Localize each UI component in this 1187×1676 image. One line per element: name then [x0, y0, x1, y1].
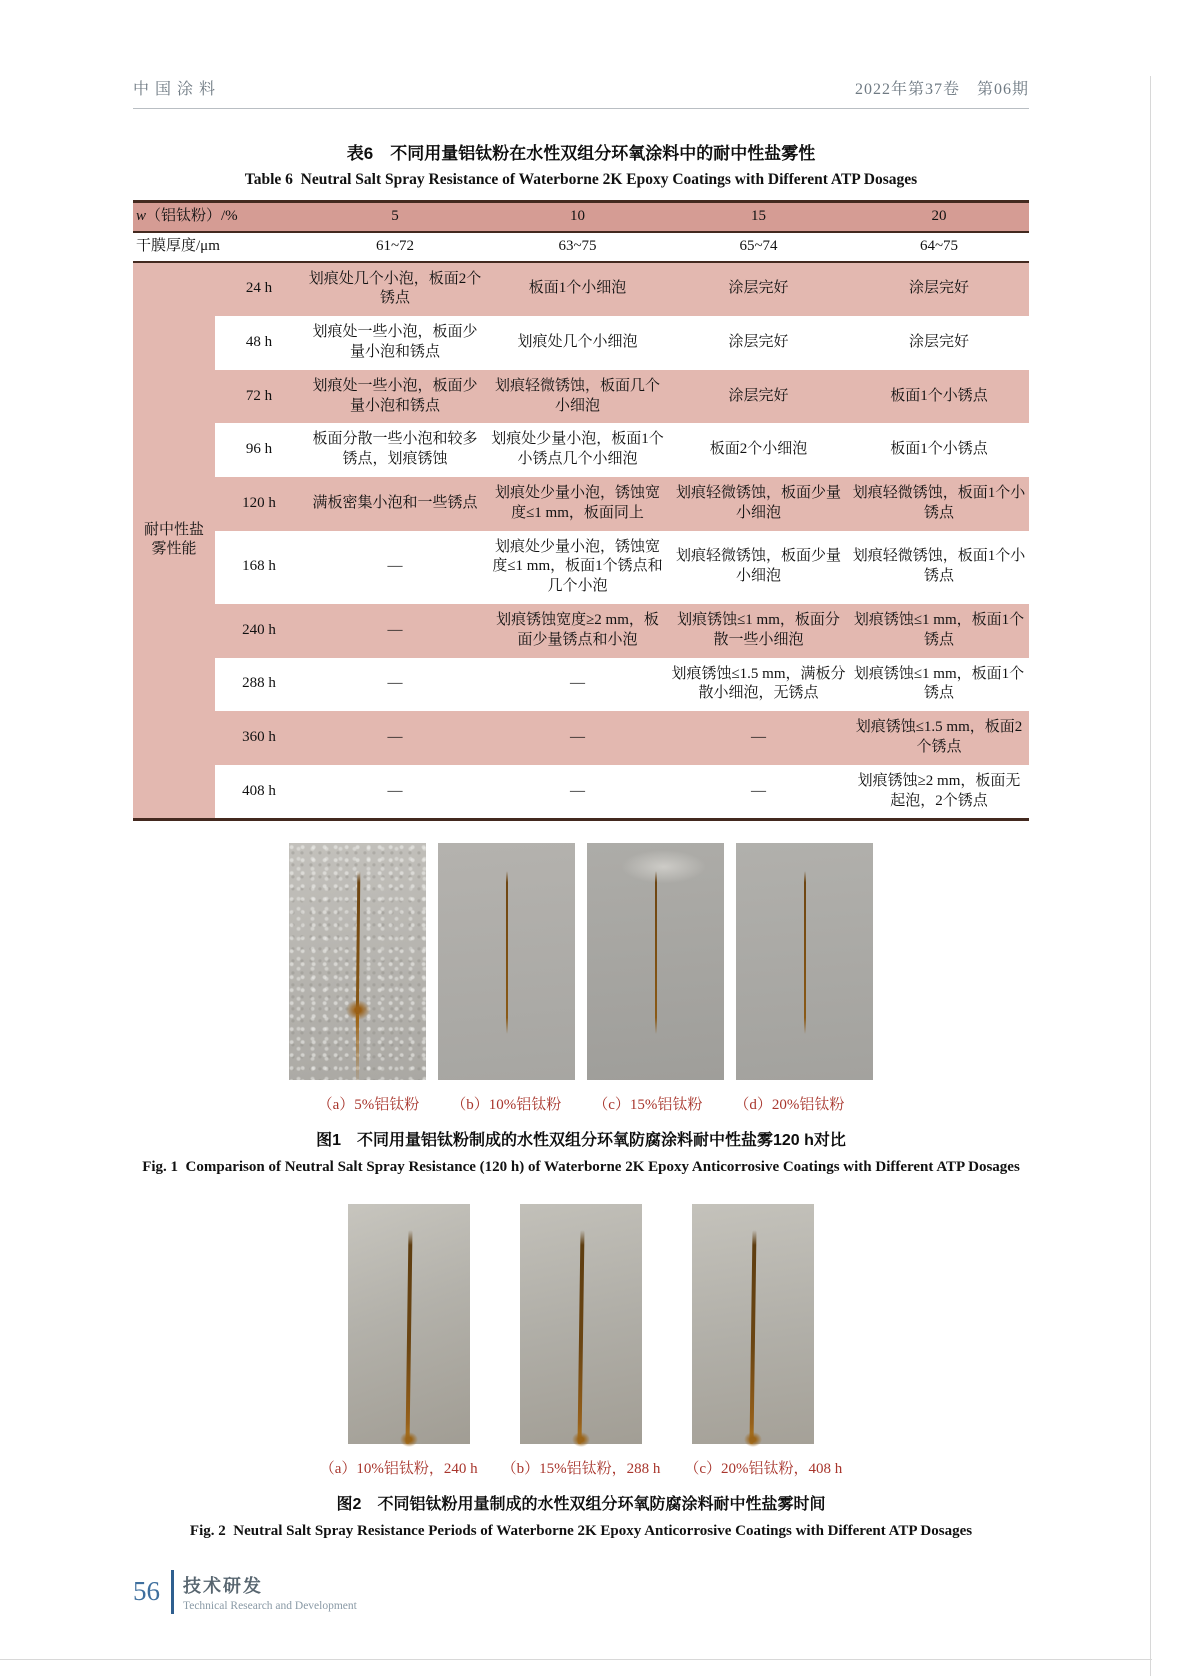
rust-scratch — [406, 1230, 413, 1444]
time-cell: 240 h — [215, 604, 303, 658]
table-row-120h — [133, 477, 1029, 531]
result-cell: — — [487, 765, 668, 820]
dosage-value: 20 — [849, 202, 1029, 232]
result-cell: 涂层完好 — [668, 262, 849, 317]
footer-section-en: Technical Research and Development — [183, 1599, 357, 1612]
fig2-caption-en: Fig. 2 Neutral Salt Spray Resistance Periods of Waterborne 2K Epoxy Anticorrosive Coatings with Different ATP Dosages — [189, 1522, 973, 1539]
thickness-label: 干膜厚度/μm — [133, 232, 303, 262]
rust-scratch — [804, 871, 806, 1034]
result-cell: 划痕处几个小泡，板面2个锈点 — [303, 262, 487, 317]
page-number: 56 — [133, 1576, 160, 1607]
result-cell: 划痕轻微锈蚀，板面1个小锈点 — [849, 531, 1029, 604]
table-row-48h — [133, 316, 1029, 370]
table-row-360h — [133, 711, 1029, 765]
result-cell: — — [303, 531, 487, 604]
table-row-96h — [133, 423, 1029, 477]
result-cell: 涂层完好 — [849, 262, 1029, 317]
result-cell: 划痕处少量小泡，板面1个小锈点几个小细泡 — [487, 423, 668, 477]
result-cell: — — [303, 658, 487, 712]
fig2-test-panel-photo-c — [692, 1204, 814, 1444]
dosage-symbol: w — [136, 208, 147, 224]
result-cell: 涂层完好 — [668, 316, 849, 370]
time-cell: 72 h — [215, 370, 303, 424]
rust-blob — [572, 1432, 590, 1447]
thickness-value: 65~74 — [668, 232, 849, 262]
result-cell: 板面分散一些小泡和较多锈点，划痕锈蚀 — [303, 423, 487, 477]
result-cell: 划痕轻微锈蚀，板面1个小锈点 — [849, 477, 1029, 531]
panel-caption: （b）15%铝钛粉，288 h — [501, 1460, 661, 1477]
time-cell: 24 h — [215, 262, 303, 317]
running-head — [133, 76, 1029, 109]
result-cell: 划痕轻微锈蚀，板面少量小细泡 — [668, 531, 849, 604]
result-cell: 划痕锈蚀≤1.5 mm，板面2个锈点 — [849, 711, 1029, 765]
fig2-test-panel-photo-b — [520, 1204, 642, 1444]
result-cell: 划痕处少量小泡，锈蚀宽度≤1 mm，板面1个锈点和几个小泡 — [487, 531, 668, 604]
result-cell: 涂层完好 — [849, 316, 1029, 370]
dosage-value: 10 — [487, 202, 668, 232]
fig1-test-panel-photo-b — [438, 843, 575, 1080]
rust-drip — [356, 1014, 359, 1080]
result-cell: 划痕处几个小细泡 — [487, 316, 668, 370]
result-cell: 划痕处一些小泡，板面少量小泡和锈点 — [303, 370, 487, 424]
fig2-caption-zh: 图2 不同铝钛粉用量制成的水性双组分环氧防腐涂料耐中性盐雾时间 — [336, 1495, 826, 1513]
panel-caption: （c）20%铝钛粉，408 h — [684, 1460, 843, 1477]
fig1-caption-zh: 图1 不同用量铝钛粉制成的水性双组分环氧防腐涂料耐中性盐雾120 h对比 — [316, 1132, 846, 1150]
time-cell: 120 h — [215, 477, 303, 531]
result-cell: 划痕锈蚀≤1 mm，板面1个锈点 — [849, 658, 1029, 712]
time-cell: 48 h — [215, 316, 303, 370]
result-cell: 划痕锈蚀≤1.5 mm，满板分散小细泡，无锈点 — [668, 658, 849, 712]
thickness-value: 61~72 — [303, 232, 487, 262]
dosage-header-row — [133, 202, 1029, 232]
panel-caption: （a）10%铝钛粉，240 h — [319, 1460, 478, 1477]
result-cell: 划痕轻微锈蚀，板面少量小细泡 — [668, 477, 849, 531]
figure1-panel-captions — [133, 1093, 1029, 1114]
result-cell: 划痕锈蚀≥2 mm，板面无起泡，2个锈点 — [849, 765, 1029, 820]
result-cell: — — [487, 711, 668, 765]
panel-caption: （c）15%铝钛粉 — [593, 1097, 703, 1114]
result-cell: 涂层完好 — [668, 370, 849, 424]
fig2-test-panel-photo-a — [348, 1204, 470, 1444]
figure2-panel-captions — [133, 1457, 1029, 1478]
result-cell: 划痕锈蚀≤1 mm，板面1个锈点 — [849, 604, 1029, 658]
page-scan-edge-bottom — [0, 1659, 1152, 1660]
result-cell: 满板密集小泡和一些锈点 — [303, 477, 487, 531]
result-cell: 板面1个小细泡 — [487, 262, 668, 317]
rust-blob — [400, 1432, 418, 1447]
rust-scratch — [578, 1230, 585, 1444]
result-cell: — — [487, 658, 668, 712]
time-cell: 360 h — [215, 711, 303, 765]
result-cell: 划痕锈蚀≤1 mm，板面分散一些小细泡 — [668, 604, 849, 658]
dosage-unit: （铝钛粉）/% — [146, 208, 238, 224]
time-cell: 288 h — [215, 658, 303, 712]
panel-caption: （a）5%铝钛粉 — [317, 1097, 420, 1114]
result-cell: 板面2个小细泡 — [668, 423, 849, 477]
thickness-value: 64~75 — [849, 232, 1029, 262]
time-cell: 408 h — [215, 765, 303, 820]
result-cell: — — [668, 765, 849, 820]
footer-section-zh: 技术研发 — [183, 1575, 263, 1596]
issue-info: 2022年第37卷 第06期 — [854, 81, 1029, 98]
rust-blob — [744, 1432, 762, 1447]
dosage-label — [133, 202, 303, 232]
journal-name: 中国涂料 — [133, 81, 222, 98]
group-label-cell: 耐中性盐雾性能 — [133, 262, 215, 820]
panel-caption: （b）10%铝钛粉 — [451, 1097, 562, 1114]
thickness-value: 63~75 — [487, 232, 668, 262]
result-cell: 划痕锈蚀宽度≥2 mm，板面少量锈点和小泡 — [487, 604, 668, 658]
footer-section — [171, 1570, 357, 1614]
salt-spray-table — [133, 200, 1029, 821]
dosage-value: 5 — [303, 202, 487, 232]
rust-scratch — [655, 871, 657, 1034]
page-footer — [133, 1570, 1029, 1614]
time-cell: 96 h — [215, 423, 303, 477]
fig1-caption-en: Fig. 1 Comparison of Neutral Salt Spray Resistance (120 h) of Waterborne 2K Epoxy Anticorrosive Coatings with Different ATP Dosages — [142, 1159, 1020, 1176]
table6-title-en: Table 6 Neutral Salt Spray Resistance of Waterborne 2K Epoxy Coatings with Different ATP Dosages — [244, 171, 918, 188]
journal-page — [0, 76, 1187, 1676]
page-scan-edge-right — [1150, 76, 1151, 1676]
fig1-test-panel-photo-c — [587, 843, 724, 1080]
fig1-test-panel-photo-d — [736, 843, 873, 1080]
result-cell: — — [303, 711, 487, 765]
table-row-72h — [133, 370, 1029, 424]
result-cell: — — [668, 711, 849, 765]
figure2-panels — [133, 1204, 1029, 1444]
panel-caption: （d）20%铝钛粉 — [734, 1097, 845, 1114]
thickness-row — [133, 232, 1029, 262]
result-cell: 板面1个小锈点 — [849, 370, 1029, 424]
table-row-168h — [133, 531, 1029, 604]
dosage-value: 15 — [668, 202, 849, 232]
result-cell: 板面1个小锈点 — [849, 423, 1029, 477]
result-cell: 划痕处少量小泡，锈蚀宽度≤1 mm，板面同上 — [487, 477, 668, 531]
fig1-test-panel-photo-a — [289, 843, 426, 1080]
rust-scratch — [506, 871, 508, 1034]
result-cell: 划痕轻微锈蚀，板面几个小细泡 — [487, 370, 668, 424]
table-row-24h — [133, 262, 1029, 317]
result-cell: 划痕处一些小泡，板面少量小泡和锈点 — [303, 316, 487, 370]
result-cell: — — [303, 604, 487, 658]
rust-scratch — [750, 1230, 757, 1444]
table-row-288h — [133, 658, 1029, 712]
table6-title-zh: 表6 不同用量铝钛粉在水性双组分环氧涂料中的耐中性盐雾性 — [346, 144, 816, 163]
time-cell: 168 h — [215, 531, 303, 604]
figure1-panels — [133, 843, 1029, 1080]
table-row-408h — [133, 765, 1029, 820]
table-row-240h — [133, 604, 1029, 658]
result-cell: — — [303, 765, 487, 820]
